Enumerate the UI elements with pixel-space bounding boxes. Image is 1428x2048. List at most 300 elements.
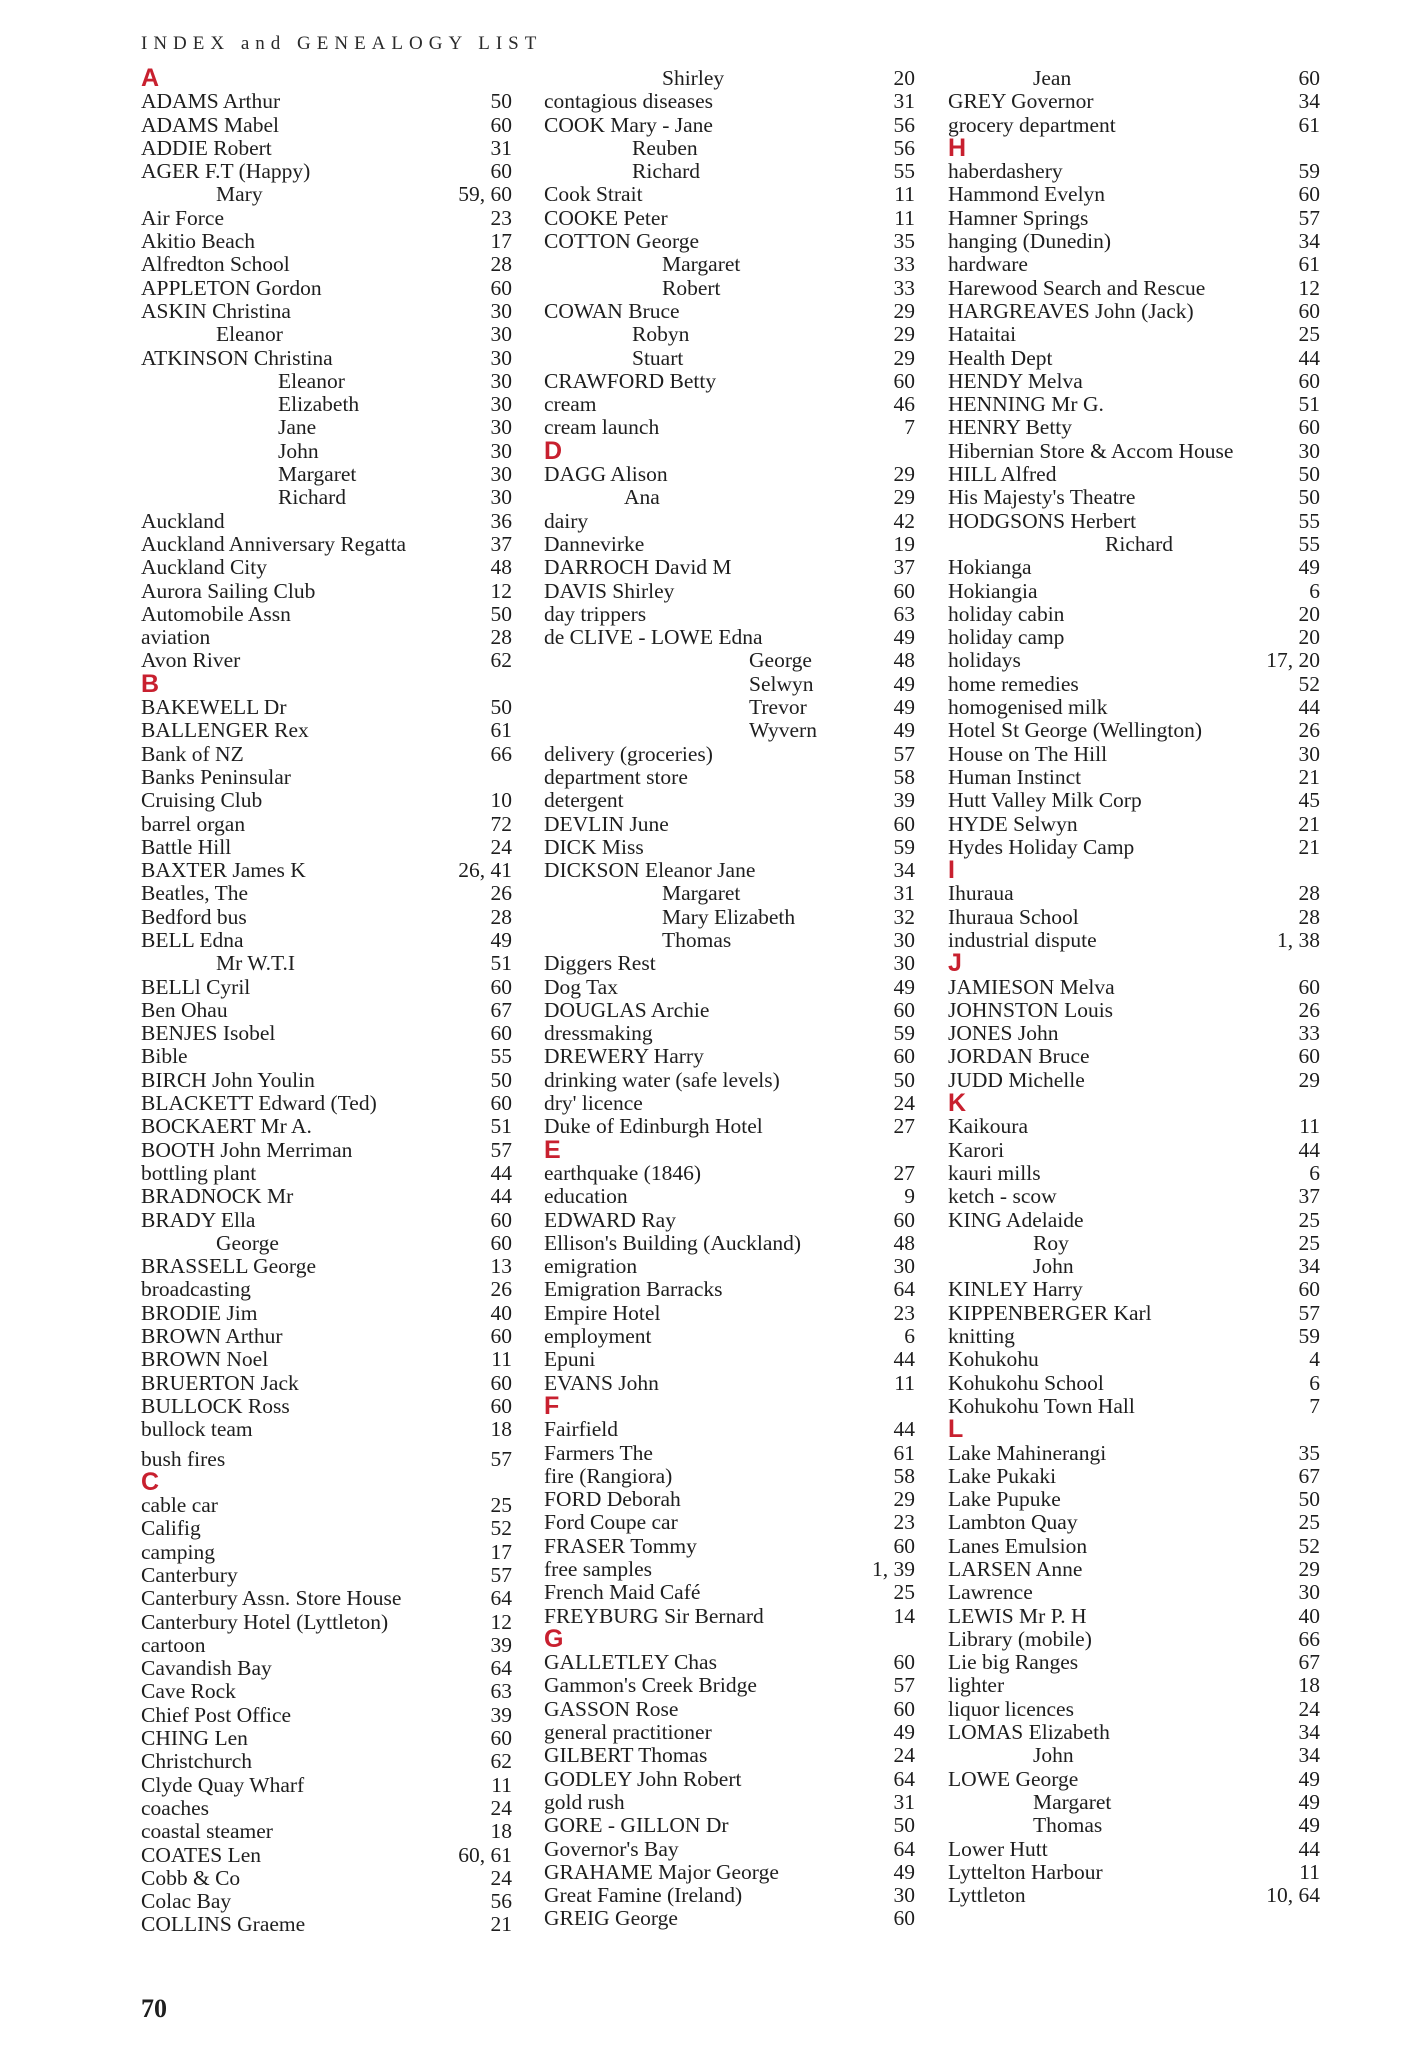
index-entry — [544, 1605, 915, 1628]
index-page-ref: 30 — [490, 392, 512, 417]
index-entry — [544, 1418, 915, 1441]
page-number: 70 — [141, 1994, 167, 2023]
index-entry — [948, 1651, 1320, 1674]
index-page-ref: 21 — [490, 1912, 512, 1937]
index-term: Kohukohu Town Hall — [948, 1393, 1135, 1418]
index-term: coaches — [141, 1795, 210, 1820]
index-term: Dog Tax — [544, 974, 618, 999]
index-term: BLACKETT Edward (Ted) — [141, 1091, 377, 1116]
index-term: holidays — [948, 648, 1021, 673]
index-entry — [141, 1844, 512, 1867]
index-page-ref: 23 — [893, 1510, 915, 1535]
index-entry — [141, 533, 512, 556]
index-term: Canterbury Assn. Store House — [141, 1586, 402, 1611]
index-entry — [948, 1022, 1320, 1045]
index-page-ref: 52 — [1298, 671, 1320, 696]
index-entry — [948, 1628, 1320, 1651]
section-letter: C — [141, 1467, 160, 1496]
index-page-ref: 58 — [893, 1463, 915, 1488]
index-term: gold rush — [544, 1789, 625, 1814]
index-page-ref: 28 — [490, 904, 512, 929]
index-entry — [948, 1395, 1320, 1418]
index-term: barrel organ — [141, 811, 246, 836]
index-term: GODLEY John Robert — [544, 1766, 742, 1791]
index-page-ref: 49 — [1298, 1766, 1320, 1791]
index-page-ref: 26 — [490, 881, 512, 906]
index-page-ref: 44 — [490, 1160, 512, 1185]
index-term: COOKE Peter — [544, 205, 668, 230]
index-term: Jane — [278, 415, 317, 440]
index-entry — [544, 836, 915, 859]
index-entry — [544, 300, 915, 323]
index-entry — [948, 1302, 1320, 1325]
index-term: Kohukohu — [948, 1347, 1039, 1372]
index-entry — [948, 230, 1320, 253]
index-page-ref: 59 — [1298, 159, 1320, 184]
index-entry — [141, 277, 512, 300]
index-page-ref: 60, 61 — [458, 1842, 512, 1867]
index-term: Epuni — [544, 1347, 596, 1372]
index-term: Richard — [632, 159, 701, 184]
index-entry — [544, 1255, 915, 1278]
index-page-ref: 60 — [893, 1650, 915, 1675]
index-page-ref: 31 — [893, 89, 915, 114]
index-term: BOOTH John Merriman — [141, 1137, 353, 1162]
index-entry — [141, 1278, 512, 1301]
index-entry — [544, 1185, 915, 1208]
index-page-ref: 51 — [490, 951, 512, 976]
index-term: Ana — [624, 485, 660, 510]
index-page-ref: 50 — [490, 695, 512, 720]
index-page-ref: 25 — [893, 1580, 915, 1605]
index-term: fire (Rangiora) — [544, 1463, 673, 1488]
index-page-ref: 26 — [1298, 718, 1320, 743]
index-term: Eleanor — [216, 322, 283, 347]
index-page-ref: 34 — [1298, 1720, 1320, 1745]
index-term: DAGG Alison — [544, 462, 668, 487]
index-term: camping — [141, 1539, 216, 1564]
index-term: BAXTER James K — [141, 858, 306, 883]
index-entry — [544, 114, 915, 137]
index-term: Fairfield — [544, 1417, 619, 1442]
index-entry — [544, 393, 915, 416]
index-term: Lawrence — [948, 1580, 1033, 1605]
index-term: DAVIS Shirley — [544, 578, 675, 603]
index-page-ref: 60 — [893, 1207, 915, 1232]
index-page-ref: 60 — [490, 112, 512, 137]
index-entry — [141, 1611, 512, 1634]
index-entry — [544, 556, 915, 579]
index-term: Karori — [948, 1137, 1005, 1162]
index-term: home remedies — [948, 671, 1079, 696]
index-entry — [544, 719, 915, 742]
index-page-ref: 36 — [490, 508, 512, 533]
index-page-ref: 26, 41 — [458, 858, 512, 883]
section-letter: E — [544, 1135, 561, 1164]
index-page-ref: 11 — [1299, 1859, 1320, 1884]
index-page-ref: 29 — [893, 298, 915, 323]
index-term: Jean — [1033, 66, 1072, 90]
index-page-ref: 34 — [893, 858, 915, 883]
index-page-ref: 55 — [1298, 531, 1320, 556]
index-page-ref: 50 — [893, 1067, 915, 1092]
index-entry — [141, 1587, 512, 1610]
index-page-ref: 57 — [490, 1563, 512, 1587]
index-page-ref: 67 — [1298, 1650, 1320, 1675]
index-term: Akitio Beach — [141, 229, 256, 254]
index-term: Hutt Valley Milk Corp — [948, 788, 1142, 813]
index-page-ref: 24 — [1298, 1696, 1320, 1721]
index-term: grocery department — [948, 112, 1116, 137]
index-page-ref: 29 — [1298, 1557, 1320, 1581]
index-term: employment — [544, 1324, 652, 1349]
section-letter: L — [948, 1415, 964, 1444]
index-term: DARROCH David M — [544, 555, 732, 580]
index-entry — [544, 743, 915, 766]
index-page-ref: 23 — [490, 205, 512, 230]
index-entry — [141, 556, 512, 579]
index-term: ADDIE Robert — [141, 135, 272, 160]
index-term: George — [749, 648, 812, 673]
index-entry — [948, 1185, 1320, 1208]
index-page-ref: 6 — [1309, 1370, 1320, 1395]
index-page-ref: 17 — [490, 1539, 512, 1564]
index-term: HENRY Betty — [948, 415, 1073, 440]
index-entry — [544, 1278, 915, 1301]
index-page-ref: 60 — [490, 974, 512, 999]
index-page-ref: 25 — [1298, 1230, 1320, 1255]
index-page-ref: 28 — [1298, 881, 1320, 906]
index-page-ref: 57 — [893, 741, 915, 766]
index-page-ref: 28 — [1298, 904, 1320, 929]
section-letter: A — [141, 64, 160, 92]
index-page-ref: 30 — [490, 438, 512, 463]
index-page-ref: 55 — [490, 1044, 512, 1069]
section-letter: D — [544, 436, 563, 465]
index-entry — [948, 1605, 1320, 1628]
index-entry — [544, 603, 915, 626]
index-entry — [948, 1045, 1320, 1068]
index-term: BRODIE Jim — [141, 1300, 258, 1325]
index-term: kauri mills — [948, 1160, 1041, 1185]
index-term: Hibernian Store & Accom House — [948, 438, 1234, 463]
index-page-ref: 44 — [490, 1184, 512, 1209]
index-page-ref: 60 — [490, 1230, 512, 1255]
index-entry — [948, 1442, 1320, 1465]
index-page-ref: 12 — [490, 578, 512, 603]
index-page-ref: 72 — [490, 811, 512, 836]
index-term: Avon River — [141, 648, 241, 673]
index-page-ref: 30 — [490, 415, 512, 440]
index-term: Robyn — [632, 322, 690, 347]
index-entry — [141, 323, 512, 346]
section-letter: I — [948, 856, 955, 885]
index-entry — [948, 1744, 1320, 1767]
index-page-ref: 48 — [893, 1230, 915, 1255]
index-term: Robert — [662, 275, 721, 300]
index-page-ref: 48 — [893, 648, 915, 673]
index-entry — [544, 1558, 915, 1581]
index-term: Lambton Quay — [948, 1510, 1078, 1535]
index-page-ref: 24 — [893, 1091, 915, 1116]
index-term: Auckland Anniversary Regatta — [141, 531, 407, 556]
index-page-ref: 49 — [1298, 1813, 1320, 1838]
index-page-ref: 25 — [1298, 1207, 1320, 1232]
index-page-ref: 34 — [1298, 1743, 1320, 1768]
index-term: Air Force — [141, 205, 224, 230]
index-entry — [948, 649, 1320, 672]
index-entry — [948, 1069, 1320, 1092]
index-page-ref: 30 — [490, 368, 512, 393]
index-term: Cavandish Bay — [141, 1656, 272, 1681]
index-page-ref: 1, 39 — [872, 1557, 915, 1581]
section-letter: J — [948, 949, 962, 978]
index-entry — [948, 1209, 1320, 1232]
index-entry — [141, 1727, 512, 1750]
index-term: Hammond Evelyn — [948, 182, 1106, 207]
index-term: Governor's Bay — [544, 1836, 679, 1861]
index-entry — [544, 1069, 915, 1092]
index-page-ref: 35 — [1298, 1440, 1320, 1465]
index-entry — [948, 743, 1320, 766]
index-entry — [544, 1488, 915, 1511]
index-entry — [544, 1348, 915, 1371]
index-term: COLLINS Graeme — [141, 1912, 306, 1937]
index-term: broadcasting — [141, 1277, 251, 1302]
index-page-ref: 20 — [893, 66, 915, 90]
index-page-ref: 60 — [1298, 182, 1320, 207]
page-header: INDEX and GENEALOGY LIST — [141, 33, 543, 54]
index-page-ref: 44 — [893, 1347, 915, 1372]
index-entry — [141, 137, 512, 160]
index-entry — [948, 1721, 1320, 1744]
index-entry — [544, 673, 915, 696]
index-term: GALLETLEY Chas — [544, 1650, 717, 1675]
index-term: Canterbury Hotel (Lyttleton) — [141, 1609, 389, 1634]
index-term: Bank of NZ — [141, 741, 244, 766]
index-page-ref: 60 — [893, 811, 915, 836]
index-entry — [948, 1558, 1320, 1581]
index-page-ref: 12 — [1298, 275, 1320, 300]
index-page-ref: 17, 20 — [1266, 648, 1320, 673]
index-term: contagious diseases — [544, 89, 713, 114]
index-entry — [141, 253, 512, 276]
index-entry — [544, 277, 915, 300]
index-entry — [948, 1698, 1320, 1721]
index-page-ref: 64 — [893, 1277, 915, 1302]
index-entry — [948, 789, 1320, 812]
index-entry — [141, 1820, 512, 1843]
index-term: FRASER Tommy — [544, 1533, 697, 1558]
index-term: Shirley — [662, 66, 725, 90]
index-entry — [544, 1674, 915, 1697]
section-letter: B — [141, 669, 160, 698]
index-term: BIRCH John Youlin — [141, 1067, 315, 1092]
index-term: Stuart — [632, 345, 684, 370]
index-page-ref: 60 — [1298, 1044, 1320, 1069]
index-entry — [141, 999, 512, 1022]
index-entry — [948, 603, 1320, 626]
index-entry — [141, 1564, 512, 1587]
index-term: ASKIN Christina — [141, 298, 291, 323]
index-page-ref: 14 — [893, 1603, 915, 1628]
index-term: hanging (Dunedin) — [948, 229, 1112, 254]
index-term: Cook Strait — [544, 182, 643, 207]
index-term: Reuben — [632, 135, 698, 160]
index-term: cartoon — [141, 1632, 206, 1657]
index-entry — [141, 952, 512, 975]
index-entry — [141, 1092, 512, 1115]
index-entry — [141, 1325, 512, 1348]
index-term: coastal steamer — [141, 1819, 273, 1844]
index-entry — [141, 743, 512, 766]
index-page-ref: 51 — [490, 1114, 512, 1139]
index-page-ref: 11 — [491, 1347, 512, 1372]
index-page-ref: 34 — [1298, 229, 1320, 254]
index-entry — [948, 207, 1320, 230]
index-term: Gammon's Creek Bridge — [544, 1673, 757, 1698]
index-entry — [544, 1162, 915, 1185]
index-term: aviation — [141, 625, 211, 650]
index-entry — [544, 999, 915, 1022]
index-page-ref: 1, 38 — [1277, 927, 1320, 952]
index-term: Lanes Emulsion — [948, 1533, 1088, 1558]
index-entry — [544, 952, 915, 975]
index-entry — [141, 626, 512, 649]
index-page-ref: 20 — [1298, 601, 1320, 626]
index-term: BRUERTON Jack — [141, 1370, 299, 1395]
index-entry — [544, 1791, 915, 1814]
index-page-ref: 26 — [490, 1277, 512, 1302]
index-page-ref: 55 — [1298, 508, 1320, 533]
index-term: Auckland — [141, 508, 225, 533]
index-page-ref: 4 — [1309, 1347, 1320, 1372]
index-entry — [141, 1750, 512, 1773]
index-term: cream launch — [544, 415, 660, 440]
index-term: John — [1033, 1743, 1074, 1768]
index-entry — [948, 1581, 1320, 1604]
index-entry — [141, 1890, 512, 1913]
index-term: HILL Alfred — [948, 462, 1057, 487]
index-term: John — [278, 438, 319, 463]
index-page-ref: 60 — [490, 1021, 512, 1046]
index-page-ref: 59 — [893, 1021, 915, 1046]
index-entry — [544, 1045, 915, 1068]
index-term: FORD Deborah — [544, 1487, 681, 1512]
index-term: knitting — [948, 1324, 1015, 1349]
index-term: BELL Edna — [141, 927, 244, 952]
index-term: JORDAN Bruce — [948, 1044, 1090, 1069]
index-page-ref: 55 — [893, 159, 915, 184]
index-entry — [544, 253, 915, 276]
index-term: COATES Len — [141, 1842, 262, 1867]
index-page-ref: 25 — [1298, 1510, 1320, 1535]
index-entry — [141, 766, 512, 789]
index-term: Ihuraua School — [948, 904, 1079, 929]
index-term: Selwyn — [749, 671, 814, 696]
index-entry — [544, 1907, 915, 1930]
index-term: JAMIESON Melva — [948, 974, 1115, 999]
index-term: GASSON Rose — [544, 1696, 679, 1721]
index-page-ref: 61 — [490, 718, 512, 743]
index-term: Elizabeth — [278, 392, 360, 417]
index-entry — [948, 300, 1320, 323]
index-term: ATKINSON Christina — [141, 345, 333, 370]
index-page-ref: 60 — [893, 1044, 915, 1069]
index-entry — [141, 603, 512, 626]
index-page-ref: 56 — [893, 112, 915, 137]
index-entry — [141, 1139, 512, 1162]
index-term: BRASSELL George — [141, 1254, 316, 1279]
index-term: Margaret — [1033, 1789, 1112, 1814]
index-entry — [948, 1162, 1320, 1185]
index-entry — [948, 1348, 1320, 1371]
index-term: Canterbury — [141, 1563, 238, 1587]
index-page-ref: 45 — [1298, 788, 1320, 813]
index-entry — [948, 1325, 1320, 1348]
index-page-ref: 49 — [490, 927, 512, 952]
index-page-ref: 7 — [904, 415, 915, 440]
index-term: Hokianga — [948, 555, 1032, 580]
index-term: HODGSONS Herbert — [948, 508, 1137, 533]
index-term: JONES John — [948, 1021, 1059, 1046]
index-page-ref: 60 — [893, 578, 915, 603]
index-term: Lake Mahinerangi — [948, 1440, 1107, 1465]
index-term: Thomas — [1033, 1813, 1103, 1838]
index-term: HYDE Selwyn — [948, 811, 1078, 836]
index-entry — [141, 1494, 512, 1517]
index-term: GORE - GILLON Dr — [544, 1813, 729, 1838]
index-page-ref: 40 — [1298, 1603, 1320, 1628]
index-entry — [544, 1115, 915, 1138]
index-term: Banks Peninsular — [141, 764, 291, 789]
index-entry — [948, 1838, 1320, 1861]
index-page-ref: 29 — [893, 1487, 915, 1512]
index-term: GRAHAME Major George — [544, 1859, 779, 1884]
index-page-ref: 61 — [1298, 252, 1320, 277]
index-term: Battle Hill — [141, 834, 232, 859]
index-term: BULLOCK Ross — [141, 1393, 290, 1418]
index-term: Bedford bus — [141, 904, 247, 929]
index-entry — [544, 1442, 915, 1465]
index-page-ref: 61 — [893, 1440, 915, 1465]
index-term: hardware — [948, 252, 1028, 277]
index-entry — [141, 580, 512, 603]
index-column-2 — [544, 67, 915, 1997]
index-page-ref: 64 — [893, 1766, 915, 1791]
index-page-ref: 46 — [893, 392, 915, 417]
index-page-ref: 57 — [1298, 205, 1320, 230]
index-term: Eleanor — [278, 368, 345, 393]
index-page-ref: 30 — [490, 462, 512, 487]
index-page-ref: 30 — [893, 1254, 915, 1279]
index-term: BALLENGER Rex — [141, 718, 309, 743]
index-term: Richard — [1105, 531, 1174, 556]
index-entry — [544, 882, 915, 905]
index-page-ref: 30 — [490, 322, 512, 347]
index-entry — [948, 836, 1320, 859]
index-term: HENDY Melva — [948, 368, 1083, 393]
index-term: CHING Len — [141, 1726, 248, 1751]
index-page-ref: 66 — [1298, 1626, 1320, 1651]
index-term: EVANS John — [544, 1370, 659, 1395]
index-term: Clyde Quay Wharf — [141, 1772, 305, 1797]
index-entry — [544, 976, 915, 999]
index-page-ref: 32 — [893, 904, 915, 929]
index-page-ref: 28 — [490, 625, 512, 650]
index-entry — [141, 347, 512, 370]
index-term: GILBERT Thomas — [544, 1743, 708, 1768]
